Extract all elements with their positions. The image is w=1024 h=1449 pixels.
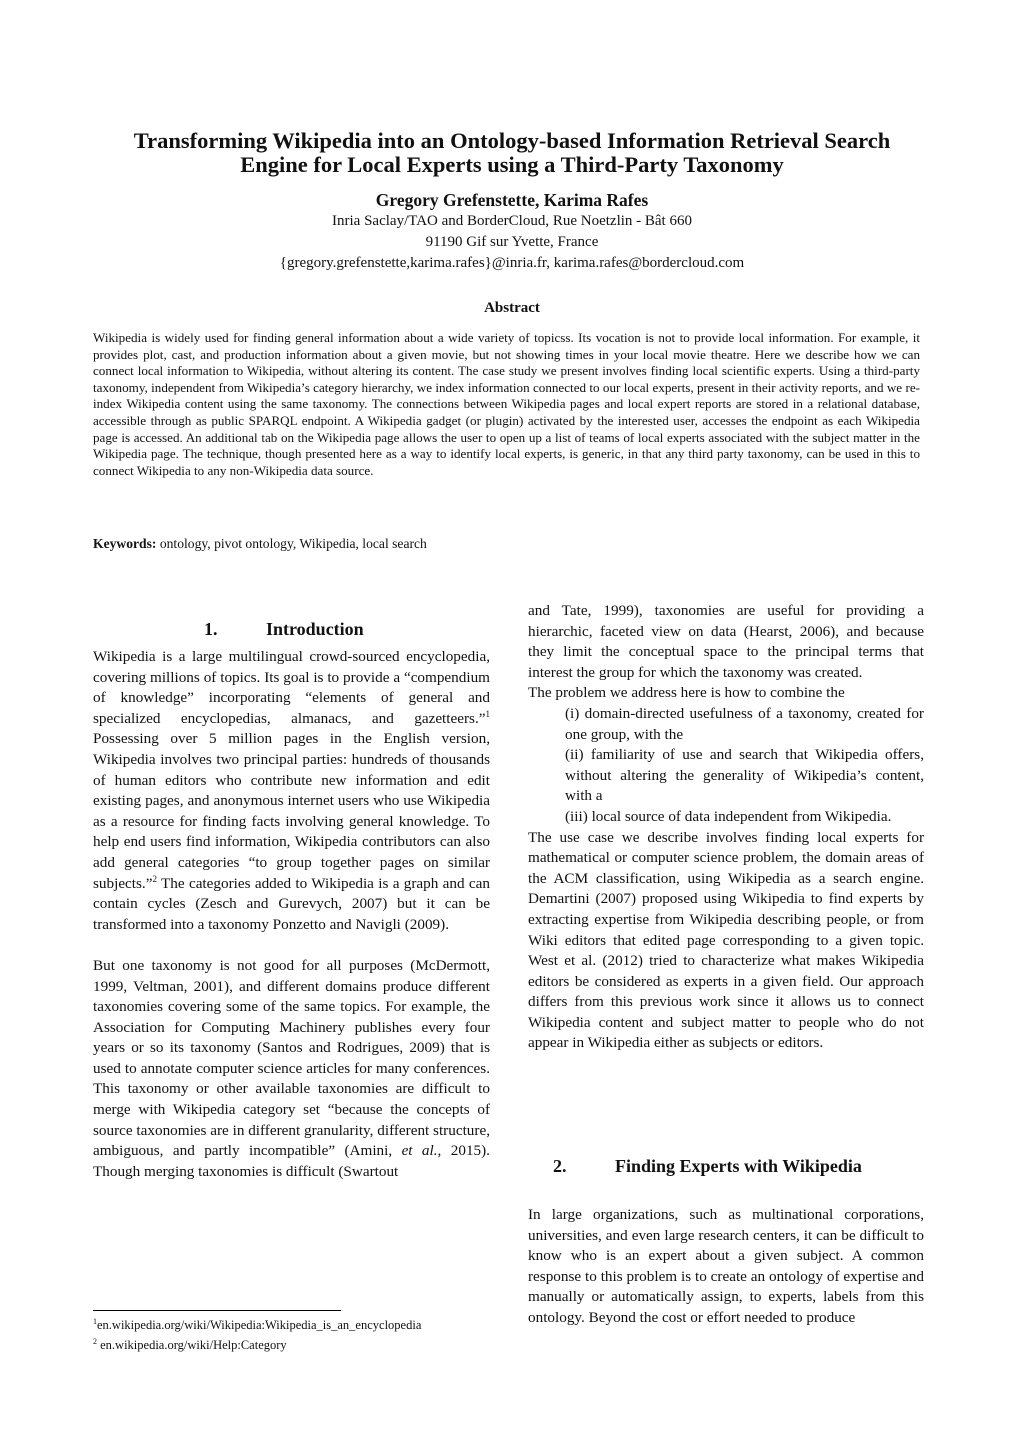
footnote-2 bbox=[93, 1338, 287, 1353]
affiliation-line-1: Inria Saclay/TAO and BorderCloud, Rue Noetzlin - Bât 660 bbox=[332, 213, 692, 229]
footnote-2-text: en.wikipedia.org/wiki/Help:Category bbox=[97, 1338, 287, 1352]
authors: Gregory Grefenstette, Karima Rafes bbox=[375, 190, 649, 210]
footnote-ref-2[interactable]: 2 bbox=[152, 873, 157, 884]
right-paragraph-1: and Tate, 1999), taxonomies are useful for providing a hierarchic, faceted view on data (Hearst, 2006), and because they limit the conceptual space to the principal terms that interest the group for which the taxonomy was created. bbox=[528, 602, 924, 681]
left-column bbox=[93, 647, 490, 1182]
footnote-2-mark: 2 bbox=[93, 1336, 97, 1346]
intro-paragraph-1: Wikipedia is a large multilingual crowd-sourced encyclopedia, covering millions of topics. Its goal is to provide a “compendium of knowledge” incorporating “elements of general and specialized encyclopedias, almanacs, and gazetteers.”$^1$ Possessing over 5 million pages in the English version, Wikipedia involves two principal parties: hundreds of thousands of human editors who contribute new information and edit existing pages, and anonymous internet users who use Wikipedia as a resource for finding facts involving general knowledge. To help end users find information, Wikipedia contributors can also add general categories “to group together pages on similar subjects.”$^2$ The categories added to Wikipedia is a graph and can contain cycles (Zesch and Gurevych, 2007) but it can be transformed into a taxonomy Ponzetto and Navigli (2009). bbox=[93, 648, 490, 933]
footnote-ref-1[interactable]: 1 bbox=[485, 708, 490, 719]
title-line-1: Transforming Wikipedia into an Ontology-based Information Retrieval Search bbox=[133, 128, 891, 153]
section-1-title: Introduction bbox=[266, 619, 364, 639]
section-2-number: 2. bbox=[553, 1156, 567, 1176]
title-line-2: Engine for Local Experts using a Third-Party Taxonomy bbox=[240, 152, 784, 177]
abstract-text: Wikipedia is widely used for finding general information about a wide variety of topicss. Its vocation is not to provide local information. For example, it provides plot, cast, and production information about a given movie, but not showing times in your local movie theatre. Here we describe how we can connect local information to Wikipedia, without altering its content. The case study we present involves finding local scientific experts. Using a third-party taxonomy, independent from Wikipedia’s category hierarchy, we index information connected to our local experts, present in their activity reports, and we re-index Wikipedia content using the same taxonomy. The connections between Wikipedia pages and local expert reports are stored in a relational database, accessible through as public SPARQL endpoint. A Wikipedia gadget (or plugin) activated by the interested user, accesses the endpoint as each Wikipedia page is accessed. An additional tab on the Wikipedia page allows the user to open up a list of teams of local experts associated with the subject matter in the Wikipedia page. The technique, though presented here as a way to identify local experts, is generic, in that any third party taxonomy, can be used in this to connect Wikipedia to any non-Wikipedia data source. bbox=[93, 330, 920, 478]
footnote-1-text: en.wikipedia.org/wiki/Wikipedia:Wikipedia_is_an_encyclopedia bbox=[97, 1318, 422, 1332]
paper-title bbox=[60, 129, 964, 177]
right-column-lower bbox=[528, 1205, 924, 1329]
section-1-heading bbox=[204, 619, 364, 640]
abstract-heading: Abstract bbox=[484, 300, 540, 316]
list-item: (iii) local source of data independent from Wikipedia. bbox=[565, 807, 892, 825]
keywords bbox=[93, 536, 427, 552]
right-paragraph-3: The use case we describe involves finding local experts for mathematical or computer science problem, the domain areas of the ACM classification, using Wikipedia as a search engine. Demartini (2007) proposed using Wikipedia to find experts by extracting expertise from Wikipedia describing people, or from Wiki editors that edited page corresponding to a given topic. West et al. (2012) tried to characterize what makes Wikipedia editors be considered as experts in a given field. Our approach differs from this previous work since it allows us to connect Wikipedia content and subject matter to people who do not appear in Wikipedia either as subjects or editors. bbox=[528, 828, 924, 1052]
list-item: (ii) familiarity of use and search that Wikipedia offers, without altering the generality of Wikipedia’s content, with a bbox=[565, 746, 924, 805]
affiliation-emails: {gregory.grefenstette,karima.rafes}@inria.fr, karima.rafes@bordercloud.com bbox=[279, 255, 745, 271]
footnote-divider bbox=[93, 1310, 341, 1311]
right-column bbox=[528, 601, 924, 1054]
keywords-label: Keywords: bbox=[93, 536, 157, 551]
keywords-text: ontology, pivot ontology, Wikipedia, local search bbox=[156, 536, 427, 551]
footnote-1-mark: 1 bbox=[93, 1316, 97, 1326]
list-item: (i) domain-directed usefulness of a taxonomy, created for one group, with the bbox=[565, 704, 924, 743]
section-2-heading bbox=[553, 1156, 862, 1177]
intro-paragraph-2: But one taxonomy is not good for all purposes (McDermott, 1999, Veltman, 2001), and different domains produce different taxonomies covering some of the same topics. For example, the Association for Computing Machinery publishes every four years or so its taxonomy (Santos and Rodrigues, 2009) that is used to annotate computer science articles for many conferences. This taxonomy or other available taxonomies are difficult to merge with Wikipedia category set “because the concepts of source taxonomies are in different granularity, different structure, ambiguous, and partly incompatible” (Amini, et al., 2015). Though merging taxonomies is difficult (Swartout bbox=[93, 956, 490, 1180]
section-1-number: 1. bbox=[204, 619, 218, 639]
right-paragraph-4: In large organizations, such as multinational corporations, universities, and even large research centers, it can be difficult to know who is an expert about a given subject. A common response to this problem is to create an ontology of expertise and manually or automatically assign, to experts, labels from this ontology. Beyond the cost or effort needed to produce bbox=[528, 1206, 924, 1326]
footnote-1 bbox=[93, 1318, 421, 1333]
affiliation-line-2: 91190 Gif sur Yvette, France bbox=[425, 234, 599, 250]
section-2-title: Finding Experts with Wikipedia bbox=[615, 1156, 862, 1176]
right-paragraph-2: The problem we address here is how to combine the bbox=[528, 684, 845, 702]
combine-list bbox=[528, 704, 924, 828]
